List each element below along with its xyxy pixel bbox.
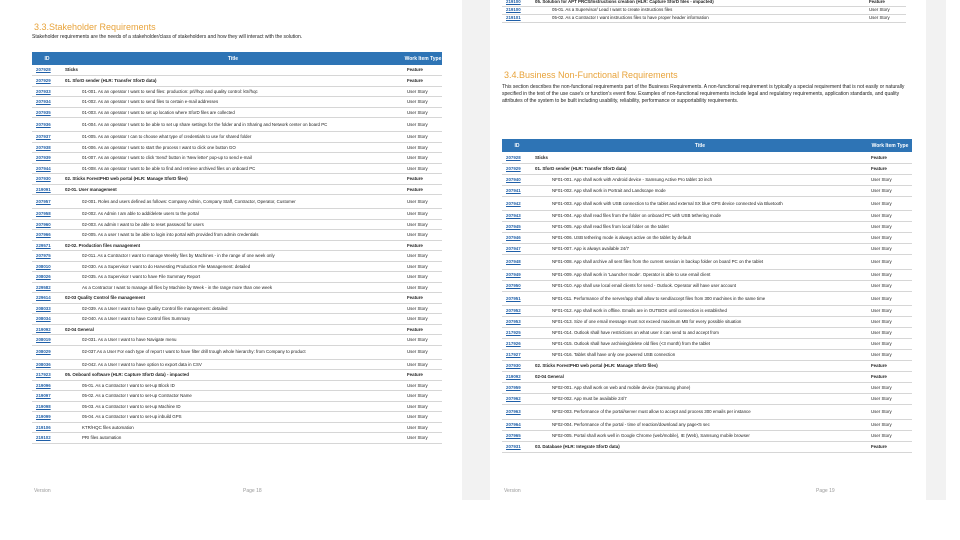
work-item-type: User Story <box>404 272 442 283</box>
table-row <box>502 6 906 14</box>
work-item-title: 02-040. As a User I want to have Control files Summary <box>62 314 404 325</box>
column-header-title: Title <box>532 139 868 152</box>
work-item-type: Feature <box>868 152 912 163</box>
work-item-title: 02-001. Roles and users defined as follows: Company Admin, Company Staff, Contractor, Operator, Customer <box>62 195 404 209</box>
work-item-title: 02. Sticks ForestPHD web portal (HLR: Manage SforD files) <box>62 174 404 185</box>
table-row <box>502 255 912 270</box>
work-item-type: Feature <box>404 76 442 87</box>
work-item-id-link[interactable]: 207965 <box>502 430 532 441</box>
work-item-id-link[interactable]: 208010 <box>32 261 62 272</box>
work-item-type: User Story <box>868 291 912 306</box>
work-item-id-link[interactable]: 207966 <box>32 230 62 241</box>
work-item-type: User Story <box>404 132 442 143</box>
work-item-type: User Story <box>868 255 912 270</box>
work-item-id-link[interactable]: 207957 <box>32 195 62 209</box>
work-item-type: User Story <box>404 230 442 241</box>
work-item-title: Sticks <box>532 152 868 163</box>
work-item-id-link[interactable]: 219102 <box>32 433 62 444</box>
table-row <box>32 219 442 230</box>
table-row <box>32 359 442 370</box>
work-item-title: 01-004. As an operator I want to be able to set up share settings for the folder and in Sharing and Network center on board PC <box>62 118 404 132</box>
footer-version: Version <box>34 488 51 494</box>
work-item-title: NF01-014. Outlook shall have restrictions on what user it can send to and accept from <box>532 328 868 339</box>
work-item-title: 05-01. As a Supervisor/ Lead I want to create instructions files <box>532 6 866 14</box>
table-row <box>502 405 912 420</box>
work-item-type: User Story <box>404 412 442 423</box>
work-item-id-link[interactable]: 219099 <box>32 412 62 423</box>
work-item-id-link[interactable]: 207943 <box>502 211 532 222</box>
work-item-type: Feature <box>404 293 442 304</box>
work-item-id-link[interactable]: 207963 <box>502 405 532 420</box>
column-header-type: Work Item Type <box>404 52 442 65</box>
column-header-title: Title <box>62 52 404 65</box>
page-gutter-right <box>926 0 946 500</box>
work-item-id-link[interactable]: 207930 <box>32 174 62 185</box>
table-row <box>32 195 442 209</box>
work-item-id-link[interactable]: 208036 <box>32 359 62 370</box>
work-item-type: User Story <box>868 233 912 244</box>
table-row <box>32 314 442 325</box>
work-item-type: User Story <box>868 383 912 394</box>
work-item-type: User Story <box>404 345 442 359</box>
work-item-title: NF01-005. App shall read files from local folder on the tablet <box>532 222 868 233</box>
work-item-type: User Story <box>404 195 442 209</box>
work-item-type: User Story <box>404 251 442 262</box>
work-item-type: User Story <box>868 306 912 317</box>
work-item-id-link[interactable]: 207931 <box>502 441 532 452</box>
work-item-id-link[interactable]: 217927 <box>502 350 532 361</box>
work-item-type: User Story <box>868 339 912 350</box>
work-item-id-link[interactable]: 208033 <box>32 303 62 314</box>
work-item-id-link[interactable]: 207942 <box>502 196 532 211</box>
work-item-type: User Story <box>868 174 912 185</box>
work-item-title: 02-042. As a User I want to have option to export data in CSV <box>62 359 404 370</box>
table-row <box>502 244 912 255</box>
table-row <box>32 163 442 174</box>
work-item-type: Feature <box>404 65 442 76</box>
table-row <box>32 433 442 444</box>
work-item-title: 02-005. As a user I want to be able to login into portal with provided from admin credentials <box>62 230 404 241</box>
work-item-id-link[interactable]: 207953 <box>502 317 532 328</box>
work-item-title: NF01-002. App shall work in Portrait and Landscape mode <box>532 185 868 196</box>
table-row <box>502 394 912 405</box>
work-item-title: NF01-010. App shall use local email clients for send - Outlook. Operator will have user account <box>532 280 868 291</box>
work-item-id-link[interactable]: 207946 <box>502 233 532 244</box>
table-row <box>32 261 442 272</box>
table-row <box>32 324 442 335</box>
work-item-id-link[interactable]: 207945 <box>502 222 532 233</box>
work-item-type: User Story <box>404 380 442 391</box>
work-item-title: NF01-011. Performance of the server/app shall allow to send/accept files from 300 machines in the same time <box>532 291 868 306</box>
table-row <box>502 441 912 452</box>
work-item-type: User Story <box>404 142 442 153</box>
work-item-type: User Story <box>868 196 912 211</box>
work-item-id-link[interactable]: 207958 <box>32 209 62 220</box>
table-row <box>32 370 442 381</box>
work-item-type: User Story <box>404 107 442 118</box>
work-item-id-link[interactable]: 207964 <box>502 419 532 430</box>
table-row <box>32 251 442 262</box>
work-item-id-link[interactable]: 207950 <box>502 280 532 291</box>
work-item-type: User Story <box>404 335 442 346</box>
table-row <box>32 97 442 108</box>
work-item-type: User Story <box>868 222 912 233</box>
work-item-type: Feature <box>866 0 906 6</box>
work-item-type: User Story <box>404 314 442 325</box>
work-item-title: 01-005. As an operator I can to choose what type of credentials to use for shared folder <box>62 132 404 143</box>
table-row <box>32 422 442 433</box>
work-item-id-link[interactable]: 207935 <box>32 107 62 118</box>
section-description: Stakeholder requirements are the needs of a stakeholder/class of stakeholders and how they will interact with the solution. <box>32 34 303 40</box>
table-row <box>502 350 912 361</box>
work-item-id-link[interactable]: 207939 <box>32 153 62 164</box>
table-row <box>32 174 442 185</box>
table-row <box>32 107 442 118</box>
section-title: 3.3.Stakeholder Requirements <box>34 22 156 32</box>
table-row <box>502 14 906 22</box>
table-row <box>502 291 912 306</box>
work-item-id-link[interactable]: 208026 <box>32 272 62 283</box>
work-item-title: 01. SforD sender (HLR: Transfer SforD data) <box>62 76 404 87</box>
work-item-id-link[interactable]: 207936 <box>32 118 62 132</box>
table-row <box>502 339 912 350</box>
work-item-type: User Story <box>868 328 912 339</box>
work-item-id-link[interactable]: 208034 <box>32 314 62 325</box>
work-item-id-link[interactable]: 207960 <box>32 219 62 230</box>
table-row <box>502 211 912 222</box>
table-row <box>502 430 912 441</box>
work-item-type: User Story <box>404 86 442 97</box>
work-item-type: User Story <box>404 282 442 293</box>
table-row <box>32 303 442 314</box>
table-row <box>502 383 912 394</box>
work-item-id-link[interactable]: 207934 <box>32 97 62 108</box>
work-item-title: 02-035. As a Supervisor I want to have File Summary Report <box>62 272 404 283</box>
table-row <box>32 142 442 153</box>
requirements-table <box>32 52 442 444</box>
work-item-id-link[interactable]: 217923 <box>32 370 62 381</box>
table-row <box>32 132 442 143</box>
work-item-id-link[interactable]: 219097 <box>32 391 62 402</box>
work-item-type: User Story <box>868 269 912 280</box>
work-item-title: 01-003. As an operator I want to set up location where SforD files are collected <box>62 107 404 118</box>
work-item-type: Feature <box>868 372 912 383</box>
work-item-type: User Story <box>404 433 442 444</box>
work-item-title: NF02-003. Performance of the portal/server must allow to accept and process 300 emails per instance <box>532 405 868 420</box>
work-item-title: 02-003. As admin I want to be able to reset password for users <box>62 219 404 230</box>
work-item-title: NF01-012. App shall work in offline. Emails are in OUTBOX until connection is established <box>532 306 868 317</box>
work-item-id-link[interactable]: 208029 <box>32 345 62 359</box>
work-item-type: Feature <box>404 370 442 381</box>
work-item-id-link[interactable]: 207944 <box>32 163 62 174</box>
work-item-title: NF02-001. App shall work on web and mobile device (Samsung phone) <box>532 383 868 394</box>
work-item-title: 05-02. As a Contractor I want to set-up Contractor Name <box>62 391 404 402</box>
requirements-table-continued <box>502 0 906 23</box>
table-row <box>502 174 912 185</box>
table-row <box>32 118 442 132</box>
table-row <box>32 240 442 251</box>
work-item-title: 01-002. As an operator I want to send files to certain e-mail addresses <box>62 97 404 108</box>
work-item-type: Feature <box>868 361 912 372</box>
work-item-type: Feature <box>404 240 442 251</box>
footer-page-number: Page 18 <box>243 488 262 494</box>
work-item-id-link[interactable]: 219092 <box>32 324 62 335</box>
table-row <box>32 86 442 97</box>
table-row <box>32 345 442 359</box>
work-item-id-link[interactable]: 217926 <box>502 339 532 350</box>
work-item-type: User Story <box>404 261 442 272</box>
table-row <box>32 391 442 402</box>
work-item-title: 02-03 Quality Control file management <box>62 293 404 304</box>
table-row <box>32 230 442 241</box>
table-row <box>32 65 442 76</box>
work-item-id-link[interactable]: 207959 <box>502 383 532 394</box>
work-item-id-link[interactable]: 219101 <box>502 14 532 22</box>
table-row <box>502 222 912 233</box>
work-item-title: NF01-013. Size of one email message must not exceed maximum MB for every possible situation <box>532 317 868 328</box>
work-item-type: User Story <box>868 350 912 361</box>
work-item-id-link[interactable]: 219106 <box>32 422 62 433</box>
work-item-title: 02-02. Production files management <box>62 240 404 251</box>
work-item-id-link[interactable]: 207938 <box>32 142 62 153</box>
work-item-type: Feature <box>404 324 442 335</box>
work-item-title: NF02-005. Portal shall work well in Google Chrome (web/mobile), IE (Web), Samsung mobile browser <box>532 430 868 441</box>
work-item-type: User Story <box>404 401 442 412</box>
work-item-type: User Story <box>868 419 912 430</box>
document-page-19 <box>498 0 914 500</box>
work-item-id-link[interactable]: 207941 <box>502 185 532 196</box>
work-item-id-link[interactable]: 217925 <box>502 328 532 339</box>
work-item-title: 03. Database (HLR: Integrate SforD data) <box>532 441 868 452</box>
work-item-id-link[interactable]: 208019 <box>32 335 62 346</box>
work-item-type: User Story <box>404 209 442 220</box>
table-row <box>32 380 442 391</box>
table-row <box>502 306 912 317</box>
work-item-id-link[interactable]: 207952 <box>502 306 532 317</box>
table-row <box>502 361 912 372</box>
table-row <box>32 184 442 195</box>
work-item-type: User Story <box>868 280 912 291</box>
work-item-type: User Story <box>868 185 912 196</box>
work-item-type: User Story <box>404 422 442 433</box>
work-item-id-link[interactable]: 207947 <box>502 244 532 255</box>
work-item-id-link[interactable]: 219098 <box>32 401 62 412</box>
work-item-title: NF01-004. App shall read files from the folder on onboard PC with USB tethering mode <box>532 211 868 222</box>
work-item-type: Feature <box>868 441 912 452</box>
work-item-title: 02-04 General <box>532 372 868 383</box>
page-gutter <box>462 0 490 500</box>
work-item-title: NF01-009. App shall work in 'Launcher mode'. Operator is able to use email client <box>532 269 868 280</box>
work-item-id-link[interactable]: 219091 <box>32 184 62 195</box>
document-page-18 <box>28 0 453 500</box>
work-item-title: 02-030. As a Supervisor I want to do Harvesting Production File Management: detailed <box>62 261 404 272</box>
work-item-title: 01-006. As an operator I want to start the process I want to click one button GO <box>62 142 404 153</box>
work-item-type: User Story <box>868 317 912 328</box>
work-item-title: 05-03. As a Contractor I want to set-up Machine ID <box>62 401 404 412</box>
work-item-id-link[interactable]: 207928 <box>502 152 532 163</box>
work-item-type: User Story <box>404 303 442 314</box>
work-item-id-link[interactable]: 207930 <box>502 361 532 372</box>
work-item-type: User Story <box>404 219 442 230</box>
table-row <box>502 163 912 174</box>
work-item-type: Feature <box>868 163 912 174</box>
table-row <box>32 401 442 412</box>
work-item-type: User Story <box>404 153 442 164</box>
work-item-title: Sticks <box>62 65 404 76</box>
work-item-id-link[interactable]: 207948 <box>502 255 532 270</box>
work-item-type: User Story <box>868 211 912 222</box>
work-item-type: User Story <box>404 359 442 370</box>
table-row <box>502 372 912 383</box>
work-item-id-link[interactable]: 207929 <box>502 163 532 174</box>
work-item-title: NF02-004. Performance of the portal - time of reaction/download any page<5 sec <box>532 419 868 430</box>
work-item-title: 01-007. As an operator I want to click 'Send' button in 'New letter' pop-up to send e-mail <box>62 153 404 164</box>
work-item-title: 05-02. As a Contractor I want instructions files to have proper header information <box>532 14 866 22</box>
work-item-type: User Story <box>868 244 912 255</box>
work-item-title: 02-011. As a Contractor I want to manage Weekly files by Machines - in the range of one week only <box>62 251 404 262</box>
table-row <box>502 419 912 430</box>
work-item-title: 02-039. As a User I want to have Quality Control file management: detailed <box>62 303 404 314</box>
work-item-title: 05. Onboard software (HLR: Capture SforD data) - impacted <box>62 370 404 381</box>
nonfunctional-requirements-table <box>502 139 912 453</box>
table-row <box>32 335 442 346</box>
table-row <box>32 209 442 220</box>
work-item-id-link[interactable]: 207940 <box>502 174 532 185</box>
work-item-id-link[interactable]: 219092 <box>502 372 532 383</box>
work-item-title: NF01-016. Tablet shall have only one powered USB connection <box>532 350 868 361</box>
work-item-title: KTR/HQC files automation <box>62 422 404 433</box>
work-item-type: User Story <box>868 430 912 441</box>
table-row <box>502 280 912 291</box>
table-row <box>502 317 912 328</box>
work-item-title: 02-04 General <box>62 324 404 335</box>
column-header-type: Work Item Type <box>868 139 912 152</box>
work-item-type: User Story <box>404 391 442 402</box>
work-item-id-link[interactable]: 229614 <box>32 293 62 304</box>
work-item-type: User Story <box>404 97 442 108</box>
work-item-title: 02-002. As Admin I am able to add/delete users to the portal <box>62 209 404 220</box>
work-item-type: User Story <box>868 405 912 420</box>
table-row <box>502 196 912 211</box>
table-row <box>32 272 442 283</box>
table-row <box>32 76 442 87</box>
work-item-id-link[interactable]: 207937 <box>32 132 62 143</box>
work-item-title: 02-01. User management <box>62 184 404 195</box>
work-item-title: 05-04. As a Contractor I want to set-up inbuild GPS <box>62 412 404 423</box>
work-item-title: PRI files automation <box>62 433 404 444</box>
work-item-title: 01-008. As an operator I want to be able to find and retrieve archived files on onboard PC <box>62 163 404 174</box>
work-item-id-link[interactable]: 219100 <box>502 0 532 6</box>
table-row <box>32 153 442 164</box>
table-row <box>32 293 442 304</box>
work-item-type: User Story <box>404 163 442 174</box>
table-row <box>32 282 442 293</box>
work-item-title: NF01-003. App shall work with USB connection to the tablet and external SX blue GPS device connected via Bluetooth <box>532 196 868 211</box>
work-item-title: 02-037.As a User For each type of report I want to have filter drill trough whole hierarchy: from Company to product <box>62 345 404 359</box>
work-item-id-link[interactable]: 207933 <box>32 86 62 97</box>
work-item-id-link[interactable]: 207962 <box>502 394 532 405</box>
work-item-title: NF01-001. App shall work with Android device - Samsung Active Pro tablet 10 inch <box>532 174 868 185</box>
work-item-type: User Story <box>868 394 912 405</box>
work-item-title: NF01-007. App is always available 24/7 <box>532 244 868 255</box>
work-item-type: User Story <box>866 6 906 14</box>
table-row <box>502 185 912 196</box>
work-item-id-link[interactable]: 207951 <box>502 291 532 306</box>
table-row <box>502 233 912 244</box>
work-item-type: Feature <box>404 174 442 185</box>
work-item-title: 02. Sticks ForestPHD web portal (HLR: Manage SforD files) <box>532 361 868 372</box>
column-header-id: ID <box>32 52 62 65</box>
work-item-title: 01-001. As an operator I want to send files: production: prl//hqc and quality control: ktr//hqc <box>62 86 404 97</box>
work-item-id-link[interactable]: 207975 <box>32 251 62 262</box>
work-item-type: User Story <box>866 14 906 22</box>
section-title: 3.4.Business Non-Functional Requirements <box>504 70 678 80</box>
work-item-id-link[interactable]: 207928 <box>32 65 62 76</box>
work-item-title: 01. SforD sender (HLR: Transfer SforD data) <box>532 163 868 174</box>
section-description: This section describes the non-functional requirements part of the Business Requirements. A non-functional requirement is typically a special requirement that is not easily or naturally specified in the text of the use case's or function's event flow. Examples of non-functional requirements include legal and regulatory requirements, application standards, and quality attributes of the system to be built including usability, reliability, performance or supportability requirements. <box>502 84 905 105</box>
work-item-id-link[interactable]: 219096 <box>32 380 62 391</box>
work-item-id-link[interactable]: 229582 <box>32 282 62 293</box>
work-item-title: As a Contractor I want to manage all files by Machine by Week - in the range more than one week <box>62 282 404 293</box>
work-item-title: NF02-002. App must be available 24/7 <box>532 394 868 405</box>
work-item-title: NF01-006. USB tethering mode is always active on the tablet by default <box>532 233 868 244</box>
work-item-id-link[interactable]: 229571 <box>32 240 62 251</box>
work-item-title: NF01-015. Outlook shall have archiving/delete old files (<3 month) from the tablet <box>532 339 868 350</box>
footer-version: Version <box>504 488 521 494</box>
work-item-id-link[interactable]: 219100 <box>502 6 532 14</box>
work-item-title: 05. Solution for APT PRCS/Instructions creation (HLR: Capture SforD files - impacted) <box>532 0 866 6</box>
work-item-title: 02-031. As a User I want to have Navigate menu <box>62 335 404 346</box>
footer-page-number: Page 19 <box>816 488 835 494</box>
work-item-title: 05-01. As a Contractor I want to set-up Block ID <box>62 380 404 391</box>
table-row <box>502 328 912 339</box>
table-row <box>32 412 442 423</box>
table-row <box>502 152 912 163</box>
column-header-id: ID <box>502 139 532 152</box>
work-item-title: NF01-008. App shall archive all sent files from the current session in backup folder on board PC on the tablet <box>532 255 868 270</box>
work-item-type: Feature <box>404 184 442 195</box>
work-item-id-link[interactable]: 207929 <box>32 76 62 87</box>
work-item-type: User Story <box>404 118 442 132</box>
table-row <box>502 269 912 280</box>
work-item-id-link[interactable]: 207949 <box>502 269 532 280</box>
